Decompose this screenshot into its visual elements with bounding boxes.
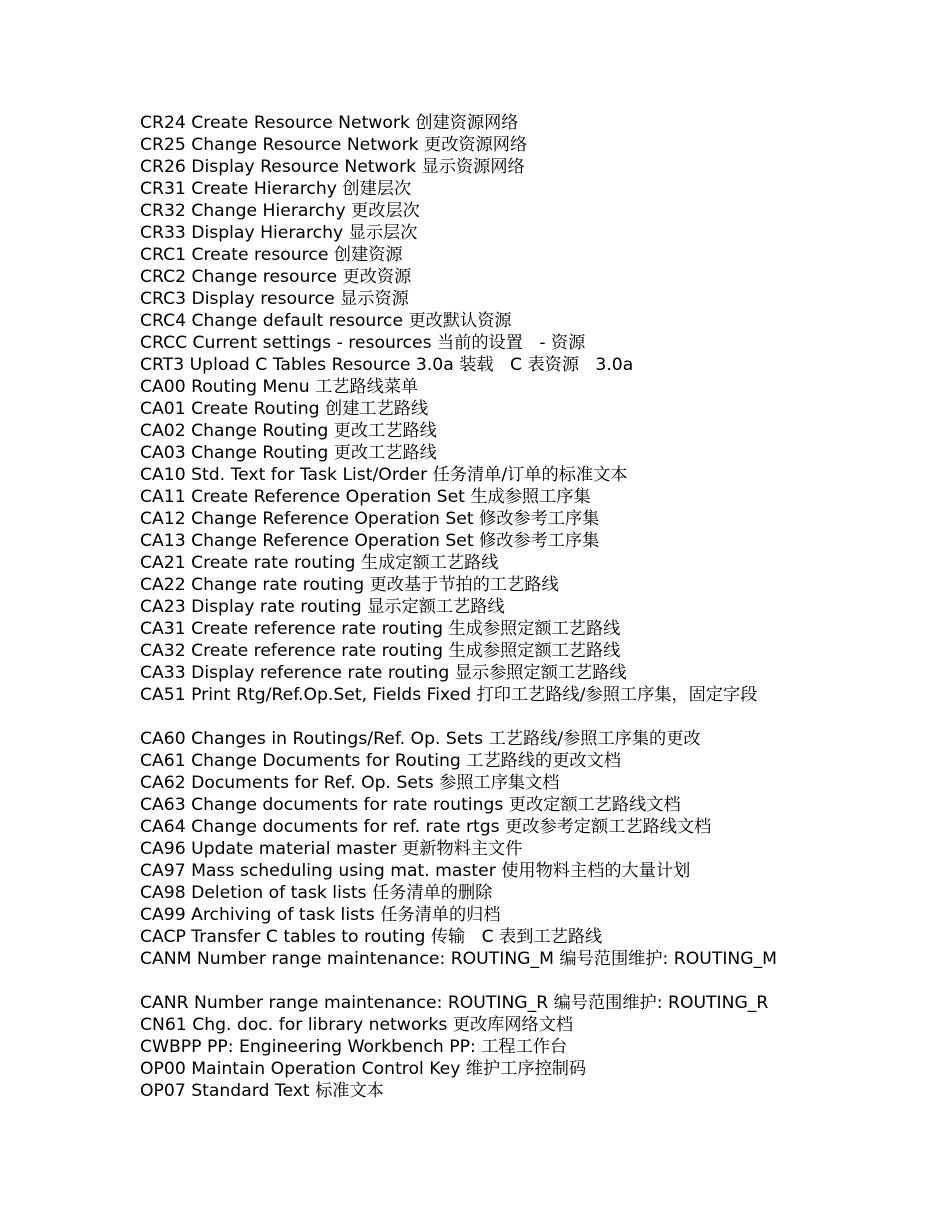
transaction-line: CA21 Create rate routing 生成定额工艺路线 xyxy=(140,553,499,573)
transaction-line: CA62 Documents for Ref. Op. Sets 参照工序集文档 xyxy=(140,773,560,793)
transaction-line: CA61 Change Documents for Routing 工艺路线的更改文档 xyxy=(140,751,621,771)
transaction-line: CRC2 Change resource 更改资源 xyxy=(140,267,412,287)
transaction-line: CA96 Update material master 更新物料主文件 xyxy=(140,839,523,859)
transaction-line: CA01 Create Routing 创建工艺路线 xyxy=(140,399,429,419)
transaction-line: CANM Number range maintenance: ROUTING_M 编号范围维护: ROUTING_M xyxy=(140,949,777,969)
transaction-line: CWBPP PP: Engineering Workbench PP: 工程工作台 xyxy=(140,1037,568,1057)
transaction-line: CA02 Change Routing 更改工艺路线 xyxy=(140,421,437,441)
transaction-line: CRC4 Change default resource 更改默认资源 xyxy=(140,311,512,331)
transaction-line: CN61 Chg. doc. for library networks 更改库网络文档 xyxy=(140,1015,574,1035)
transaction-line: CR24 Create Resource Network 创建资源网络 xyxy=(140,113,519,133)
transaction-line: CR32 Change Hierarchy 更改层次 xyxy=(140,201,420,221)
transaction-line: CA99 Archiving of task lists 任务清单的归档 xyxy=(140,905,501,925)
transaction-line: CA31 Create reference rate routing 生成参照定额工艺路线 xyxy=(140,619,621,639)
transaction-line: CA00 Routing Menu 工艺路线菜单 xyxy=(140,377,419,397)
transaction-line: CA03 Change Routing 更改工艺路线 xyxy=(140,443,437,463)
transaction-line: CA23 Display rate routing 显示定额工艺路线 xyxy=(140,597,505,617)
transaction-line: CRC1 Create resource 创建资源 xyxy=(140,245,403,265)
transaction-line: CA98 Deletion of task lists 任务清单的删除 xyxy=(140,883,493,903)
transaction-line: OP07 Standard Text 标准文本 xyxy=(140,1081,384,1101)
blank-line xyxy=(140,970,930,992)
transaction-line: CA13 Change Reference Operation Set 修改参考工序集 xyxy=(140,531,600,551)
transaction-line: CA12 Change Reference Operation Set 修改参考工序集 xyxy=(140,509,600,529)
transaction-line: CANR Number range maintenance: ROUTING_R 编号范围维护: ROUTING_R xyxy=(140,993,769,1013)
transaction-line: CR33 Display Hierarchy 显示层次 xyxy=(140,223,418,243)
transaction-line: CA51 Print Rtg/Ref.Op.Set, Fields Fixed 打印工艺路线/参照工序集，固定字段 xyxy=(140,685,758,705)
transaction-line: CR26 Display Resource Network 显示资源网络 xyxy=(140,157,525,177)
transaction-line: CA32 Create reference rate routing 生成参照定额工艺路线 xyxy=(140,641,621,661)
transaction-line: CA11 Create Reference Operation Set 生成参照工序集 xyxy=(140,487,591,507)
transaction-line: CACP Transfer C tables to routing 传输 C 表到工艺路线 xyxy=(140,927,603,947)
transaction-line: CR25 Change Resource Network 更改资源网络 xyxy=(140,135,528,155)
transaction-line: CA97 Mass scheduling using mat. master 使用物料主档的大量计划 xyxy=(140,861,691,881)
transaction-line: CA64 Change documents for ref. rate rtgs 更改参考定额工艺路线文档 xyxy=(140,817,712,837)
transaction-line: CRCC Current settings - resources 当前的设置 - 资源 xyxy=(140,333,586,353)
document-page xyxy=(140,112,930,1102)
transaction-line: CR31 Create Hierarchy 创建层次 xyxy=(140,179,412,199)
transaction-line: CRC3 Display resource 显示资源 xyxy=(140,289,409,309)
transaction-line: OP00 Maintain Operation Control Key 维护工序控制码 xyxy=(140,1059,587,1079)
transaction-line: CA60 Changes in Routings/Ref. Op. Sets 工艺路线/参照工序集的更改 xyxy=(140,729,701,749)
transaction-line: CA22 Change rate routing 更改基于节拍的工艺路线 xyxy=(140,575,559,595)
transaction-line: CA33 Display reference rate routing 显示参照定额工艺路线 xyxy=(140,663,627,683)
transaction-line: CA63 Change documents for rate routings 更改定额工艺路线文档 xyxy=(140,795,681,815)
transaction-line: CRT3 Upload C Tables Resource 3.0a 装载 C 表资源 3.0a xyxy=(140,355,634,375)
transaction-line: CA10 Std. Text for Task List/Order 任务清单/订单的标准文本 xyxy=(140,465,628,485)
blank-line xyxy=(140,706,930,728)
